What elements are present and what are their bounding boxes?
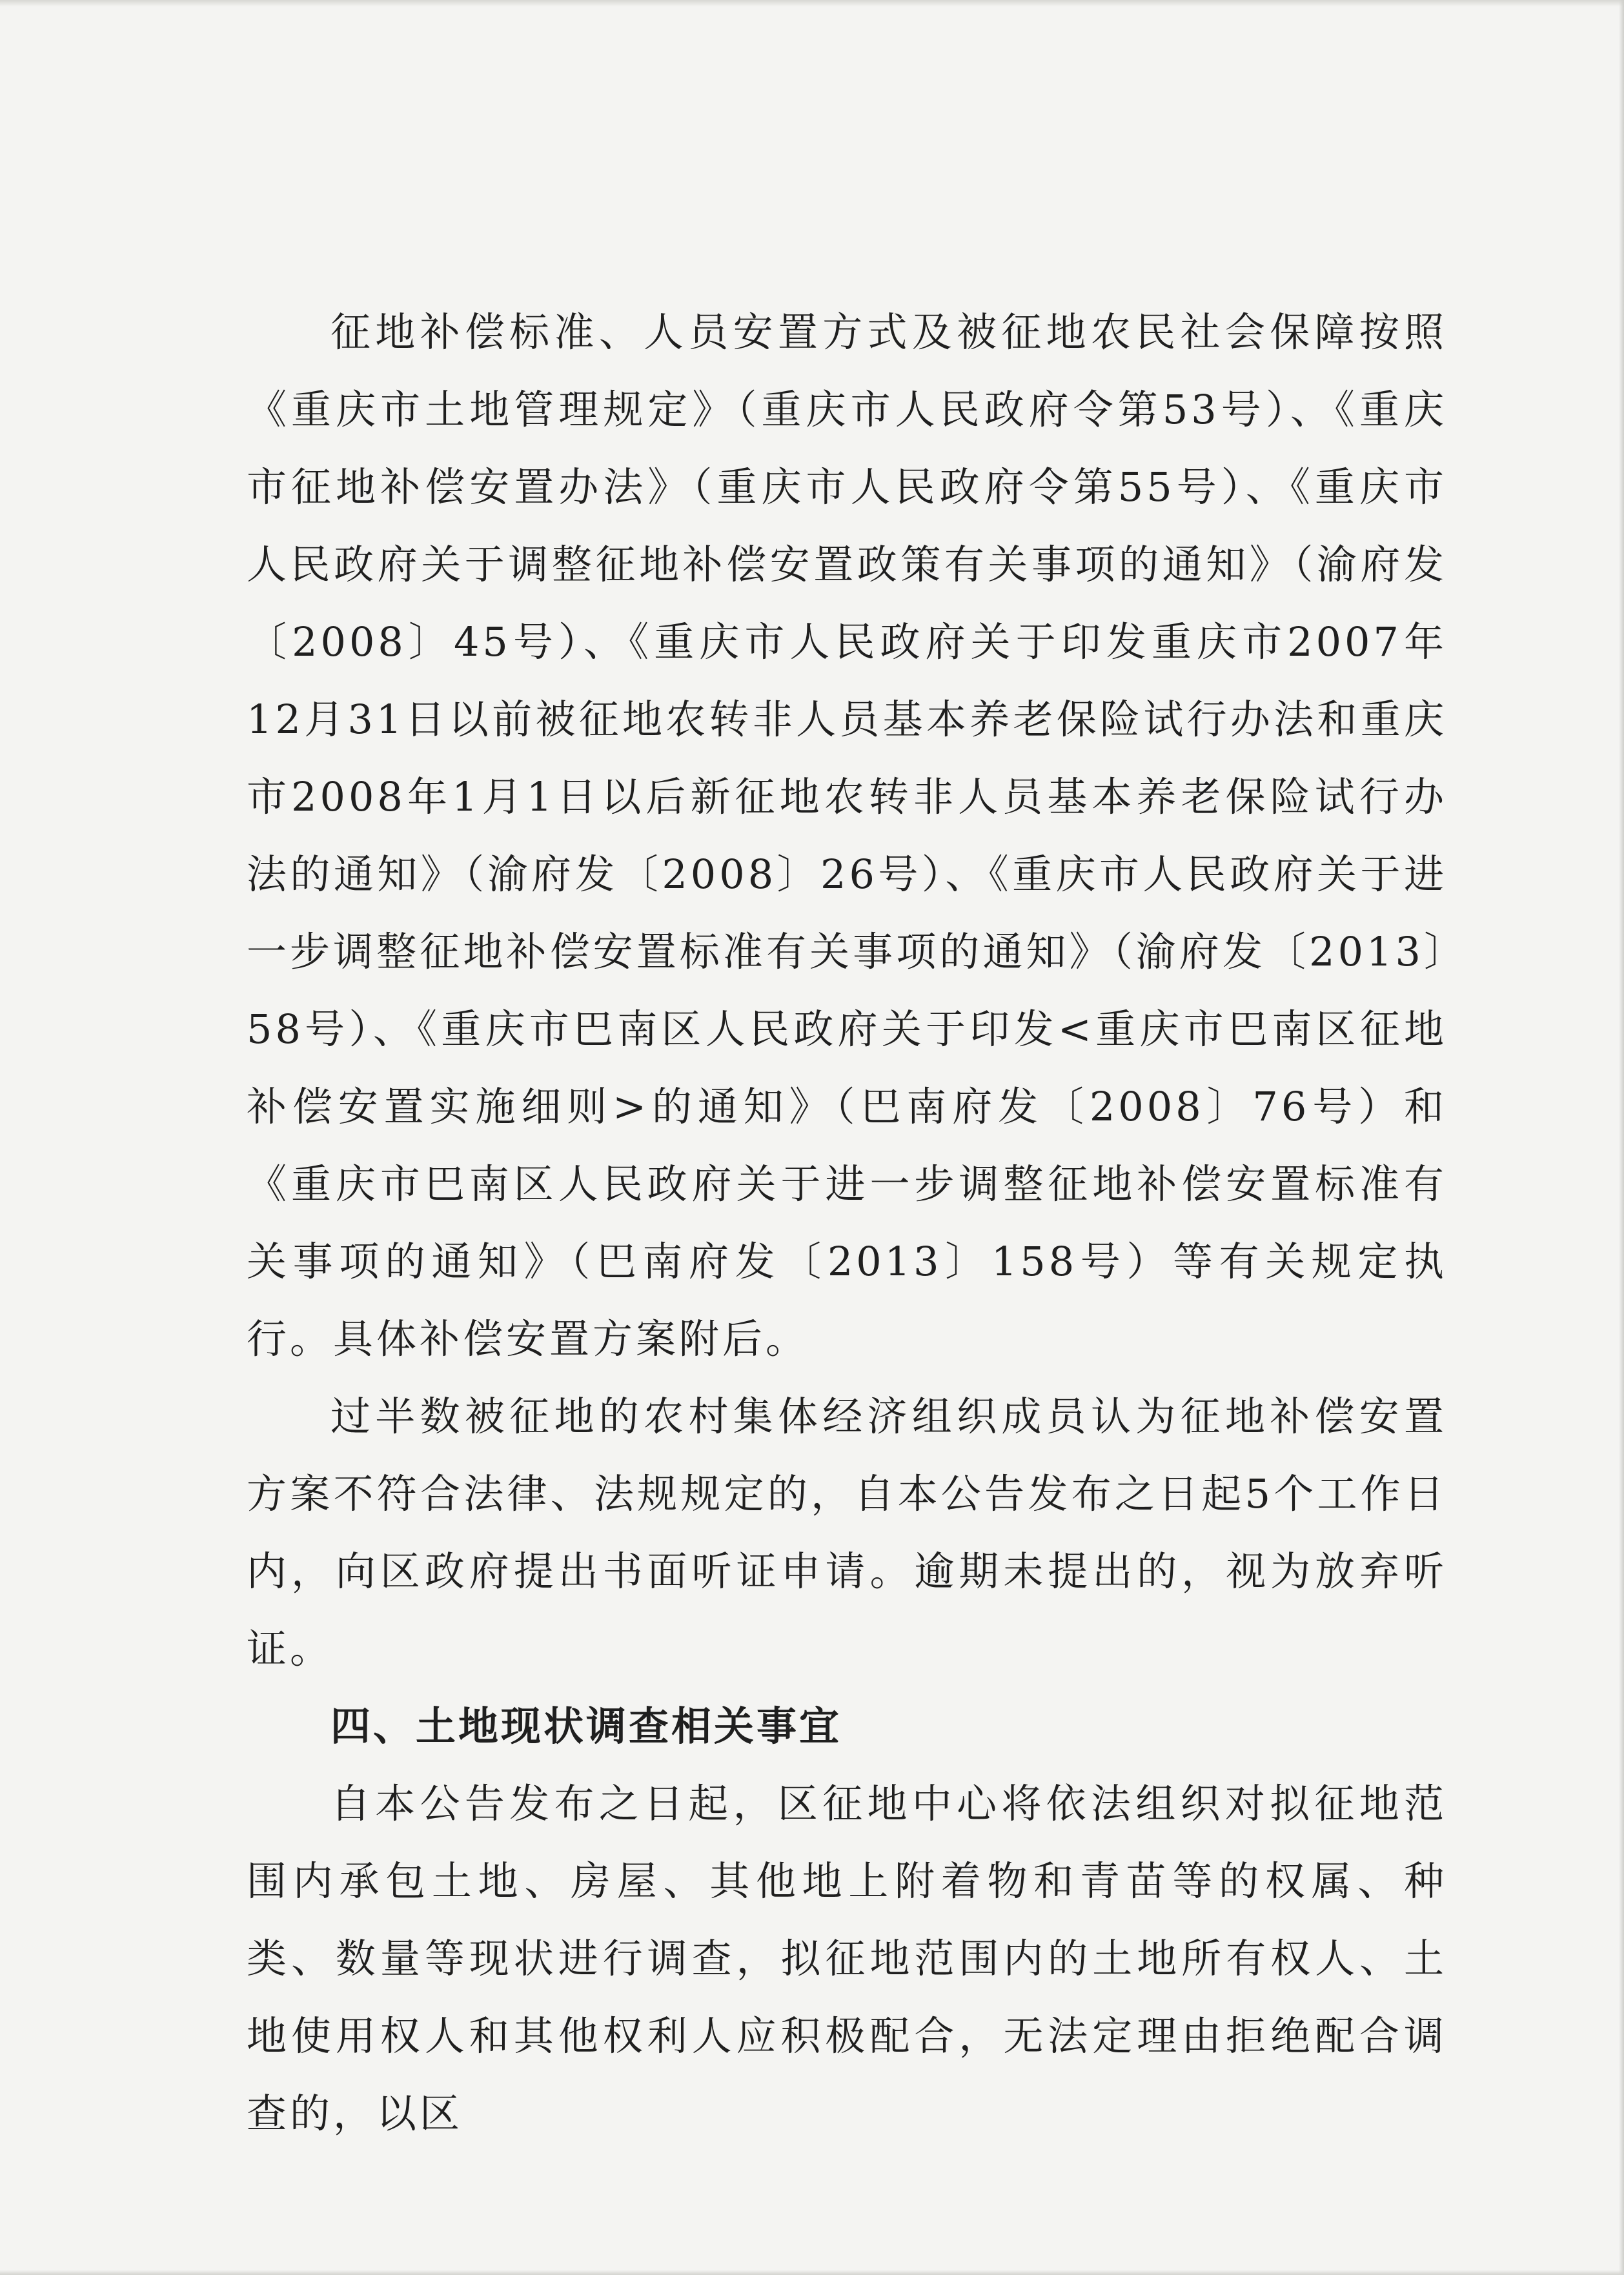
compensation-standard-paragraph: 征地补偿标准、人员安置方式及被征地农民社会保障按照《重庆市土地管理规定》（重庆市人民政府令第53号）、《重庆市征地补偿安置办法》（重庆市人民政府令第55号）、《重庆市人民政府关于调整征地补偿安置政策有关事项的通知》（渝府发〔2008〕45号）、《重庆市人民政府关于印发重庆市2007年12月31日以前被征地农转非人员基本养老保险试行办法和重庆市2008年1月1日以后新征地农转非人员基本养老保险试行办法的通知》（渝府发〔2008〕26号）、《重庆市人民政府关于进一步调整征地补偿安置标准有关事项的通知》（渝府发〔2013〕58号）、《重庆市巴南区人民政府关于印发<重庆市巴南区征地补偿安置实施细则>的通知》（巴南府发〔2008〕76号）和《重庆市巴南区人民政府关于进一步调整征地补偿安置标准有关事项的通知》（巴南府发〔2013〕158号）等有关规定执行。具体补偿安置方案附后。	[247, 308, 1447, 1362]
land-survey-paragraph: 自本公告发布之日起，区征地中心将依法组织对拟征地范围内承包土地、房屋、其他地上附着物和青苗等的权属、种类、数量等现状进行调查，拟征地范围内的土地所有权人、土地使用权人和其他权利人应积极配合，无法定理由拒绝配合调查的，以区	[247, 1780, 1447, 2137]
hearing-application-paragraph: 过半数被征地的农村集体经济组织成员认为征地补偿安置方案不符合法律、法规规定的，自本公告发布之日起5个工作日内，向区政府提出书面听证申请。逾期未提出的，视为放弃听证。	[247, 1393, 1447, 1672]
scan-edge-bottom	[0, 2270, 1624, 2275]
scan-edge-top	[0, 0, 1624, 6]
document-page	[247, 294, 1447, 2152]
scan-edge-right	[1619, 0, 1624, 2275]
section-heading-land-survey: 四、土地现状调查相关事宜	[330, 1703, 842, 1750]
